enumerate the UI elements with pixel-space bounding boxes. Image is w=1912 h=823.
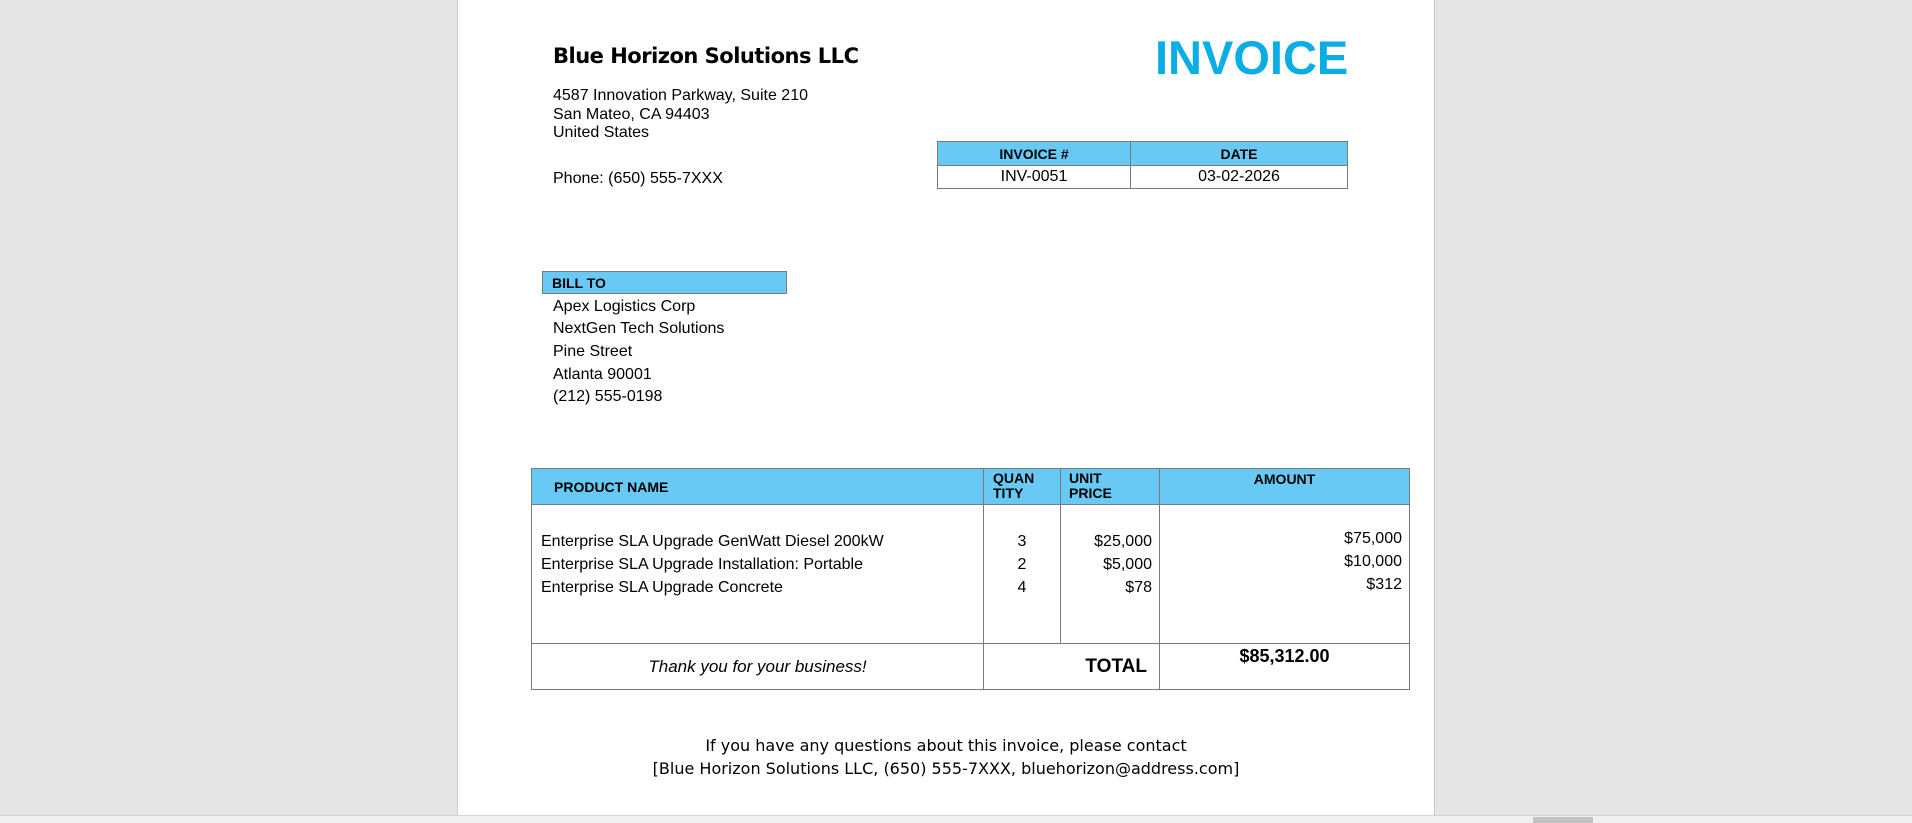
unit-price-cell: $78 [1125,579,1152,596]
contact-footer-line2: [Blue Horizon Solutions LLC, (650) 555-7XXX, bluehorizon@address.com] [652,759,1240,778]
document-page [457,0,1435,815]
total-amount: $85,312.00 [1160,644,1410,690]
bill-to-line: Pine Street [553,343,633,360]
contact-footer-line1: If you have any questions about this invoice, please contact [705,736,1187,755]
unit-price-cell: $25,000 [1094,533,1152,550]
bill-to-line: Apex Logistics Corp [553,298,696,315]
product-name-cell: Enterprise SLA Upgrade Installation: Portable [541,556,863,573]
amount-column [1160,505,1410,644]
product-name-header-label: PRODUCT NAME [554,478,669,495]
amount-cell: $10,000 [1344,553,1402,570]
company-country: United States [553,124,650,141]
unit-price-header [1061,469,1160,505]
quantity-cell: 2 [1017,556,1027,573]
product-name-cell: Enterprise SLA Upgrade Concrete [541,579,783,596]
amount-cell: $75,000 [1344,530,1402,547]
product-name-cell: Enterprise SLA Upgrade GenWatt Diesel 200kW [541,533,884,550]
invoice-meta-table [937,141,1348,189]
quantity-header-line1: QUAN [993,470,1035,486]
product-column [532,505,984,644]
product-name-header [532,469,984,505]
company-phone: Phone: (650) 555-7XXX [553,170,723,187]
company-address-line2: San Mateo, CA 94403 [553,106,710,123]
quantity-header [984,469,1061,505]
invoice-date: 03-02-2026 [1131,166,1348,189]
bill-to-header: BILL TO [542,271,787,294]
company-address-line1: 4587 Innovation Parkway, Suite 210 [553,87,808,104]
scrollbar-thumb[interactable] [1533,817,1593,823]
invoice-number: INV-0051 [938,166,1131,189]
amount-header-label: AMOUNT [1253,471,1316,487]
bill-to-line: NextGen Tech Solutions [553,320,725,337]
quantity-header-line2: TITY [993,485,1024,501]
invoice-title: INVOICE [1155,31,1349,84]
quantity-cell: 3 [1017,533,1027,550]
unit-price-header-line1: UNIT [1069,470,1102,486]
company-name: Blue Horizon Solutions LLC [553,44,859,68]
unit-price-header-line2: PRICE [1069,485,1112,501]
unit-price-cell: $5,000 [1103,556,1152,573]
thank-you-message: Thank you for your business! [532,644,984,690]
unit-price-column [1061,505,1160,644]
quantity-column [984,505,1061,644]
amount-cell: $312 [1366,576,1402,593]
invoice-date-header: DATE [1131,142,1348,166]
amount-header [1160,469,1410,505]
quantity-cell: 4 [1017,579,1027,596]
bill-to-line: (212) 555-0198 [553,388,663,405]
line-items-table [531,468,1410,690]
total-label: TOTAL [984,644,1160,690]
invoice-number-header: INVOICE # [938,142,1131,166]
bill-to-line: Atlanta 90001 [553,366,652,383]
